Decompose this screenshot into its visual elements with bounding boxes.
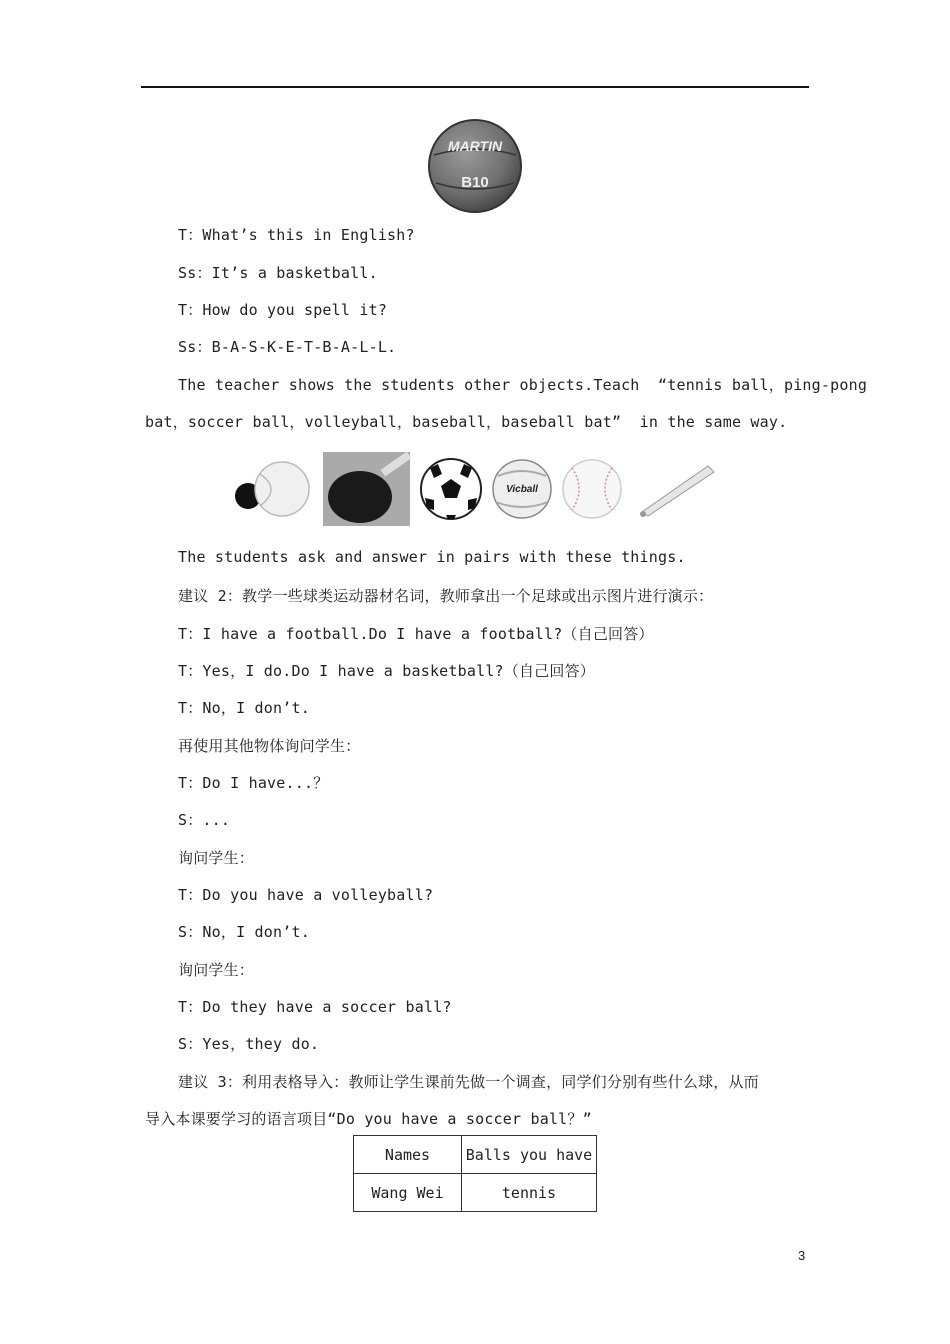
table-cell: Wang Wei: [354, 1174, 462, 1212]
paragraph-line: The students ask and answer in pairs with these things.: [178, 548, 686, 566]
volleyball-brand: Vicball: [506, 484, 538, 495]
sports-equipment-images: [230, 452, 720, 528]
basketball-model: B10: [461, 174, 489, 191]
dialogue-line: S：Yes，they do.: [178, 1035, 320, 1053]
table-row: [354, 1174, 597, 1212]
dialogue-line: T：Yes，I do.Do I have a basketball?（自己回答）: [178, 662, 595, 680]
header-rule: [141, 86, 809, 88]
survey-table: [353, 1135, 597, 1212]
dialogue-line: T：What’s this in English?: [178, 226, 415, 244]
basketball-image: [426, 117, 524, 215]
dialogue-line: S：...: [178, 811, 231, 829]
dialogue-line: Ss：It’s a basketball.: [178, 264, 378, 282]
volleyball-image: [493, 460, 551, 518]
baseball-image: [563, 460, 621, 518]
dialogue-line: Ss：B-A-S-K-E-T-B-A-L-L.: [178, 338, 397, 356]
basketball-brand: MARTIN: [447, 138, 503, 154]
dialogue-line: T：Do you have a volleyball?: [178, 886, 434, 904]
suggestion-heading: 建议 3：利用表格导入：教师让学生课前先做一个调查，同学们分别有些什么球，从而: [178, 1073, 759, 1091]
table-cell: tennis: [462, 1174, 597, 1212]
dialogue-line: T：I have a football.Do I have a football?（自己回答）: [178, 625, 654, 643]
ping-pong-bat-image: [323, 452, 411, 526]
dialogue-line: T：How do you spell it?: [178, 301, 388, 319]
dialogue-line: T：No，I don’t.: [178, 699, 310, 717]
instruction-line: 再使用其他物体询问学生：: [178, 737, 361, 755]
page-number: 3: [798, 1248, 806, 1263]
suggestion-heading: 建议 2：教学一些球类运动器材名词，教师拿出一个足球或出示图片进行演示：: [178, 587, 714, 605]
paragraph-line: 导入本课要学习的语言项目“Do you have a soccer ball？”: [145, 1110, 592, 1128]
paragraph-line: bat，soccer ball，volleyball，baseball，baseball bat” in the same way.: [145, 413, 788, 431]
baseball-bat-image: [640, 466, 714, 517]
dialogue-line: S：No，I don’t.: [178, 923, 310, 941]
paragraph-line: The teacher shows the students other objects.Teach “tennis ball，ping-pong: [178, 376, 868, 394]
table-header-cell: Balls you have: [462, 1136, 597, 1174]
table-header-cell: Names: [354, 1136, 462, 1174]
tennis-ball-image: [235, 462, 309, 516]
table-header-row: [354, 1136, 597, 1174]
instruction-line: 询问学生：: [178, 961, 255, 979]
instruction-line: 询问学生：: [178, 849, 255, 867]
soccer-ball-image: [421, 459, 481, 519]
dialogue-line: T：Do I have...？: [178, 774, 329, 792]
dialogue-line: T：Do they have a soccer ball?: [178, 998, 452, 1016]
